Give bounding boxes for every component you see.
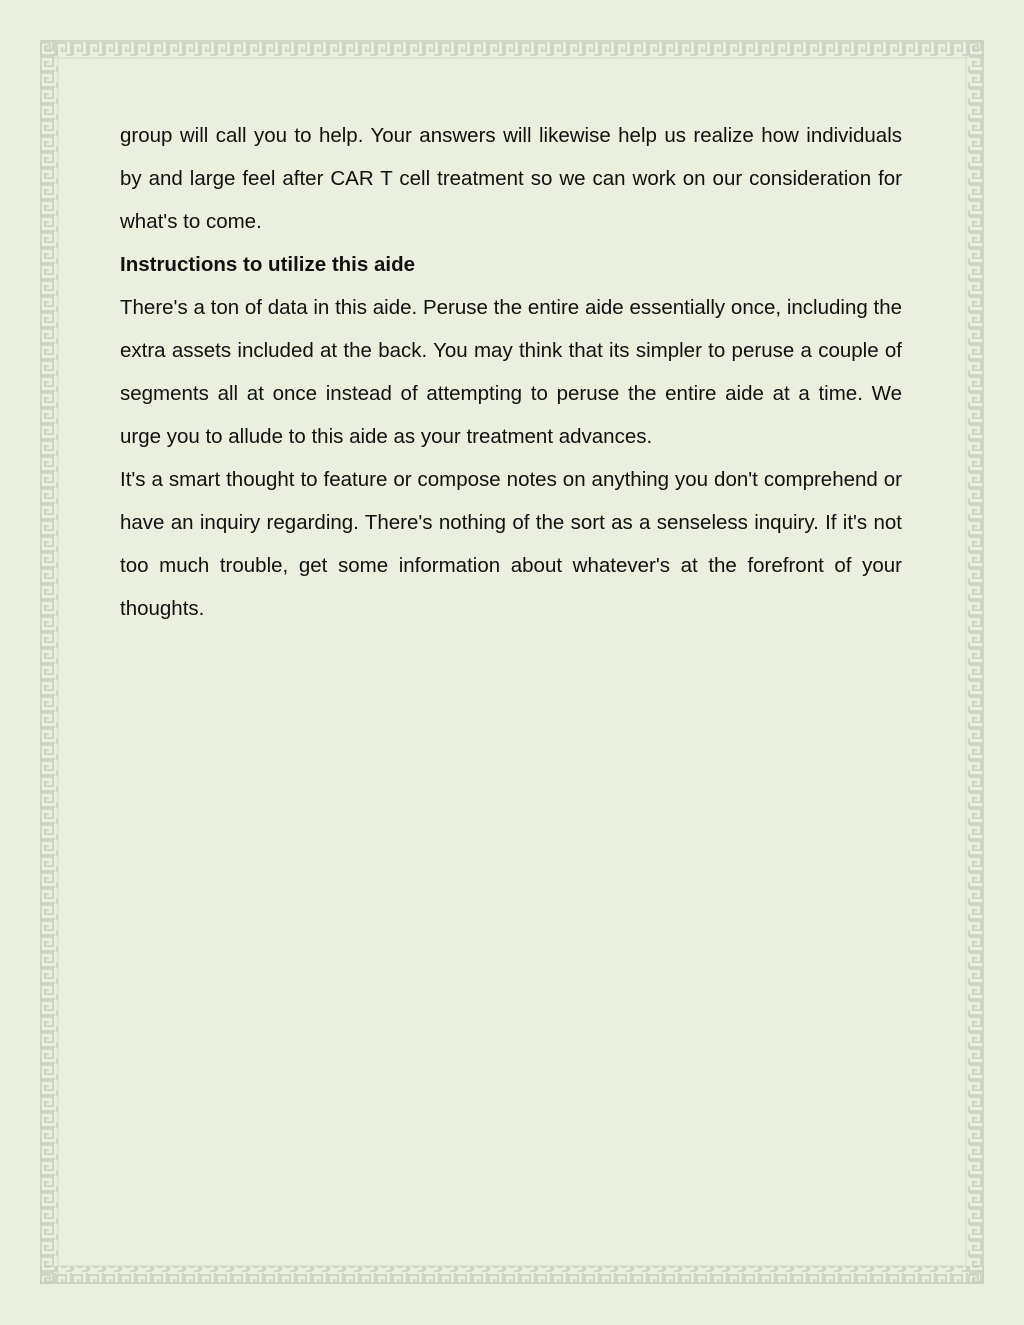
document-body xyxy=(120,114,902,630)
paragraph-notes: It's a smart thought to feature or compose notes on anything you don't comprehend or have an inquiry regarding. There's nothing of the sort as a senseless inquiry. If it's not too much trouble, get some information about whatever's at the forefront of your thoughts. xyxy=(120,468,902,620)
paragraph-instructions: There's a ton of data in this aide. Peruse the entire aide essentially once, including the extra assets included at the back. You may think that its simpler to peruse a couple of segments all at once instead of attempting to peruse the entire aide at a time. We urge you to allude to this aide as your treatment advances. xyxy=(120,296,902,448)
paragraph-intro: group will call you to help. Your answers will likewise help us realize how individuals by and large feel after CAR T cell treatment so we can work on our consideration for what's to come. xyxy=(120,124,902,233)
section-heading: Instructions to utilize this aide xyxy=(120,253,415,276)
